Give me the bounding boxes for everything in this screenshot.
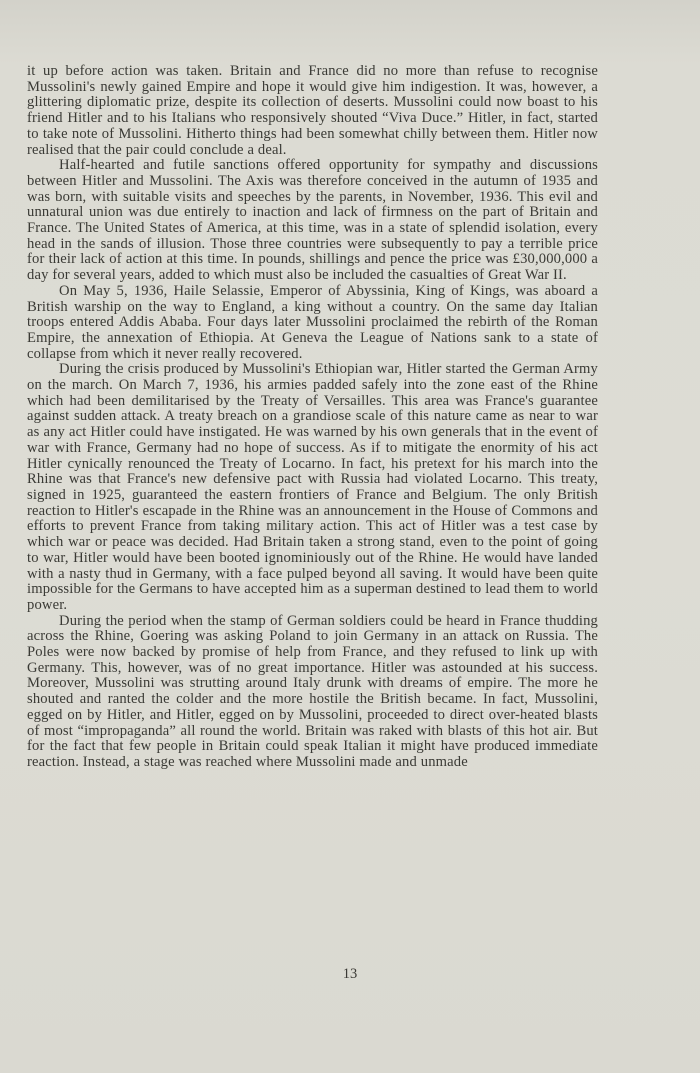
page-number: 13	[342, 966, 358, 982]
paragraph-1: it up before action was taken. Britain and France did no more than refuse to recognise Mussolini's newly gained Empire and hope it would give him indigestion. It was, however, a glittering diplomatic prize, despite its collection of deserts. Mussolini could now boast to his friend Hitler and to his Italians who responsively shouted “Viva Duce.” Hitler, in fact, started to take note of Mussolini. Hitherto things had been somewhat chilly between them. Hitler now realised that the pair could conclude a deal.	[27, 63, 598, 158]
paragraph-5: During the period when the stamp of German soldiers could be heard in France thudding across the Rhine, Goering was asking Poland to join Germany in an attack on Russia. The Poles were now backed by promise of help from France, and they refused to link up with Germany. This, however, was of no great importance. Hitler was astounded at his success. Moreover, Mussolini was strutting around Italy drunk with dreams of empire. The more he shouted and ranted the colder and the more hostile the British became. In fact, Mussolini, egged on by Hitler, and Hitler, egged on by Mussolini, proceeded to direct over-heated blasts of most “impropaganda” all round the world. Britain was raked with blasts of this hot air. But for the fact that few people in Britain could speak Italian it might have produced immediate reaction. Instead, a stage was reached where Mussolini made and unmade	[27, 612, 598, 770]
body-text	[27, 64, 598, 771]
paragraph-4: During the crisis produced by Mussolini's Ethiopian war, Hitler started the German Army on the march. On March 7, 1936, his armies padded safely into the zone east of the Rhine which had been demilitarised by the Treaty of Versailles. This area was France's guarantee against sudden attack. A treaty breach on a grandiose scale of this nature came as near to war as any act Hitler could have instigated. He was warned by his own generals that in the event of war with France, Germany had no hope of success. As if to mitigate the enormity of his act Hitler cynically renounced the Treaty of Locarno. In fact, his pretext for his march into the Rhine was that France's new defensive pact with Russia had violated Locarno. This treaty, signed in 1925, guaranteed the eastern frontiers of France and Belgium. The only British reaction to Hitler's escapade in the Rhine was an announcement in the House of Commons and efforts to prevent France from taking military action. This act of Hitler was a test case by which war or peace was decided. Had Britain taken a strong stand, even to the point of going to war, Hitler would have been booted ignominiously out of the Rhine. He would have landed with a nasty thud in Germany, with a face pulped beyond all saving. It would have been quite impossible for the Germans to have accepted him as a superman destined to lead them to world power.	[27, 361, 598, 613]
paragraph-2: Half-hearted and futile sanctions offered opportunity for sympathy and discussions between Hitler and Mussolini. The Axis was therefore conceived in the autumn of 1935 and was born, with suitable visits and speeches by the parents, in November, 1936. This evil and unnatural union was due entirely to inaction and lack of firmness on the part of Britain and France. The United States of America, at this time, was in a state of splendid isolation, every head in the sands of illusion. Those three countries were subsequently to pay a terrible price for their lack of action at this time. In pounds, shillings and pence the price was £30,000,000 a day for several years, added to which must also be included the casualties of Great War II.	[27, 157, 598, 284]
paragraph-3: On May 5, 1936, Haile Selassie, Emperor of Abyssinia, King of Kings, was aboard a British warship on the way to England, a king without a country. On the same day Italian troops entered Addis Ababa. Four days later Mussolini proclaimed the rebirth of the Roman Empire, the annexation of Ethiopia. At Geneva the League of Nations sank to a state of collapse from which it never really recovered.	[27, 282, 598, 362]
